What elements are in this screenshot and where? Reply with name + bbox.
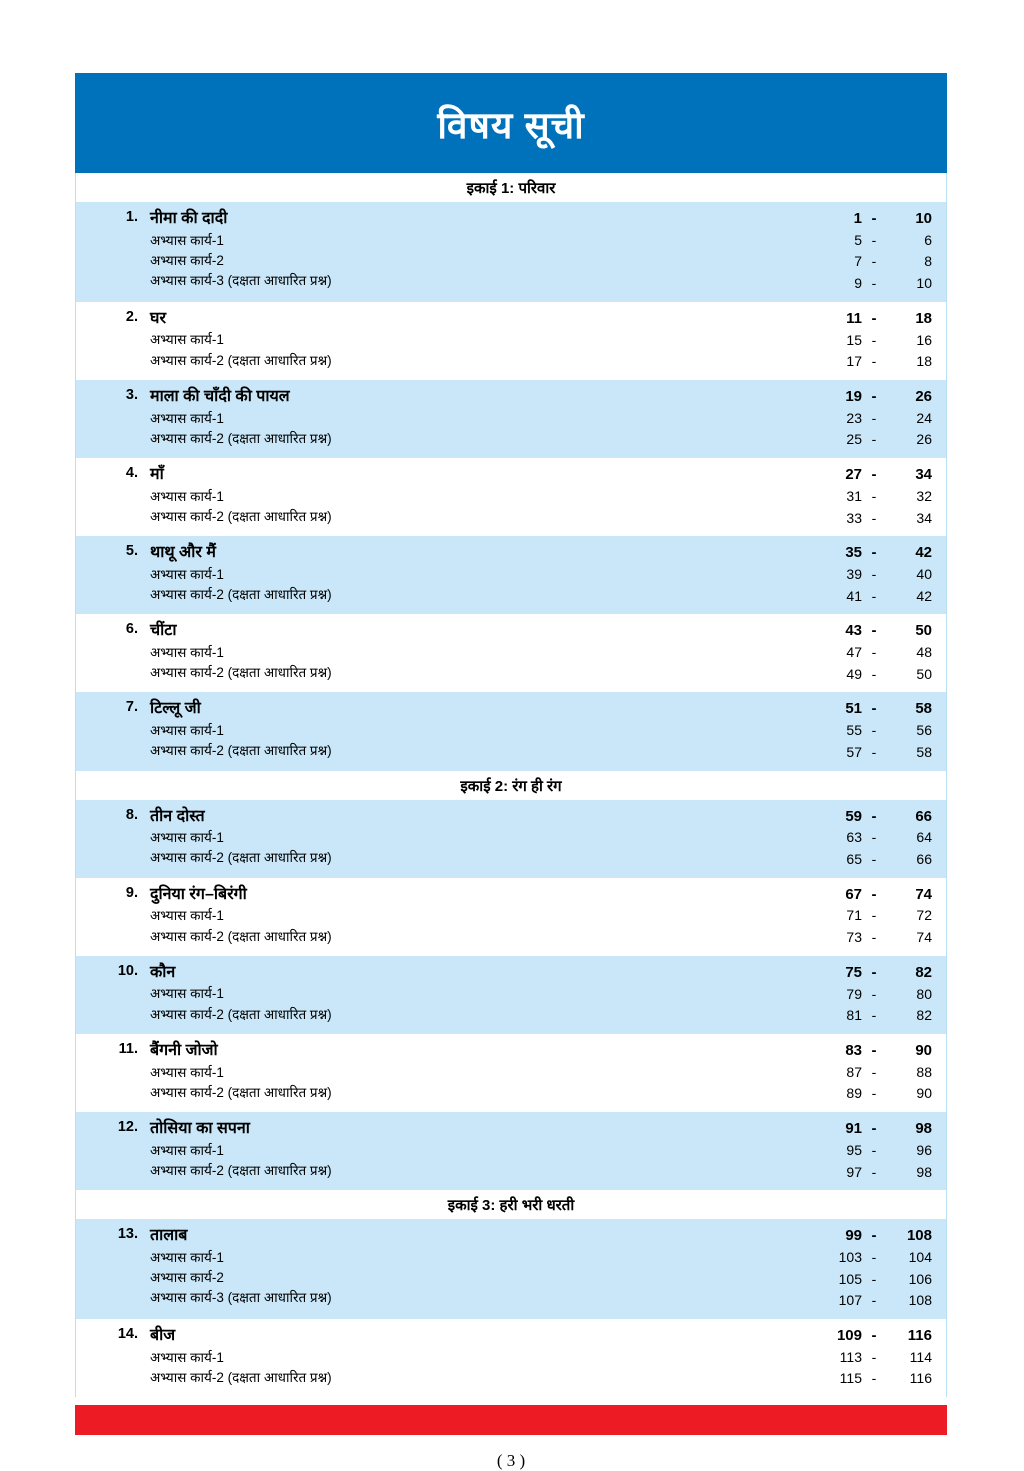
- page-range-column: [772, 1325, 946, 1390]
- chapter-body: [150, 620, 772, 683]
- chapter-number: 4.: [125, 465, 138, 482]
- page-from: 79: [846, 985, 862, 1002]
- page-range-column: [772, 1040, 946, 1105]
- page-range-dash: -: [871, 1120, 877, 1138]
- page-range-dash: -: [871, 1041, 877, 1059]
- page-range-dash: -: [871, 1141, 877, 1158]
- table-row[interactable]: [76, 956, 946, 1034]
- chapter-title[interactable]: टिल्लू जी: [150, 700, 201, 718]
- exercise-label: अभ्यास कार्य-2 (दक्षता आधारित प्रश्न): [150, 1084, 332, 1100]
- page-range-dash: -: [871, 565, 877, 582]
- chapter-title[interactable]: माँ: [150, 466, 164, 484]
- page-range-dash: -: [871, 851, 877, 867]
- page-range-column: [772, 620, 946, 685]
- exercise-page-range: [772, 642, 932, 664]
- page-to: 58: [916, 743, 932, 760]
- page-to: 16: [916, 331, 932, 348]
- page-from: 43: [845, 622, 862, 640]
- exercise-page-range: [772, 1347, 932, 1369]
- page-from: 103: [838, 1248, 862, 1265]
- page-from: 17: [846, 353, 862, 370]
- table-row[interactable]: [76, 1034, 946, 1112]
- page-from: 51: [845, 700, 862, 718]
- page-to: 96: [916, 1141, 932, 1158]
- exercise-label: अभ्यास कार्य-3 (दक्षता आधारित प्रश्न): [150, 1290, 332, 1306]
- toc-page: [75, 73, 947, 1471]
- chapter-number: 9.: [125, 884, 138, 901]
- table-row[interactable]: [76, 1219, 946, 1319]
- page-from: 63: [846, 829, 862, 846]
- page-to: 74: [916, 929, 932, 946]
- page-from: 55: [846, 722, 862, 739]
- exercise-page-range: [772, 827, 932, 849]
- page-from: 31: [846, 487, 862, 504]
- exercise-page-range: [772, 1247, 932, 1269]
- page-range-dash: -: [871, 929, 877, 946]
- page-range-column: [772, 962, 946, 1027]
- chapter-page-range: [772, 308, 932, 330]
- page-range-dash: -: [871, 1007, 877, 1024]
- page-range-dash: -: [871, 985, 877, 1002]
- exercise-label: अभ्यास कार्य-1: [150, 488, 224, 504]
- unit-heading: इकाई 3: हरी भरी धरती: [76, 1190, 946, 1219]
- chapter-title[interactable]: बीज: [150, 1327, 176, 1344]
- page-title-banner: [75, 73, 947, 173]
- page-to: 42: [915, 544, 932, 562]
- chapter-number: 3.: [125, 386, 138, 403]
- page-range-dash: -: [871, 665, 877, 682]
- page-from: 9: [854, 275, 862, 292]
- exercise-label: अभ्यास कार्य-2 (दक्षता आधारित प्रश्न): [150, 1006, 332, 1022]
- exercise-label: अभ्यास कार्य-1: [150, 1349, 224, 1365]
- page-from: 39: [846, 565, 862, 582]
- page-from: 75: [845, 963, 862, 981]
- exercise-label: अभ्यास कार्य-1: [150, 830, 224, 846]
- exercise-page-range: [772, 720, 932, 742]
- page-to: 64: [916, 829, 932, 846]
- page-to: 98: [915, 1120, 932, 1138]
- exercise-page-range: [772, 664, 932, 686]
- exercise-label: अभ्यास कार्य-1: [150, 232, 224, 248]
- exercise-page-range: [772, 1368, 932, 1390]
- page-range-dash: -: [871, 1227, 877, 1245]
- page-to: 10: [916, 275, 932, 292]
- exercise-page-range: [772, 1062, 932, 1084]
- page-to: 114: [909, 1348, 932, 1365]
- exercise-page-range: [772, 742, 932, 764]
- page-range-dash: -: [871, 644, 877, 661]
- exercise-label: अभ्यास कार्य-2 (दक्षता आधारित प्रश्न): [150, 743, 332, 759]
- exercise-page-range: [772, 1269, 932, 1291]
- page-from: 67: [845, 885, 862, 903]
- page-range-dash: -: [871, 409, 877, 426]
- exercise-label: अभ्यास कार्य-1: [150, 1249, 224, 1265]
- chapter-body: [150, 962, 772, 1025]
- chapter-title[interactable]: कौन: [150, 963, 176, 981]
- chapter-page-range: [772, 1118, 932, 1140]
- page-to: 48: [916, 644, 932, 661]
- page-from: 41: [846, 587, 862, 604]
- page-range-column: [772, 884, 946, 949]
- footer-bar: [75, 1405, 947, 1435]
- exercise-label: अभ्यास कार्य-2 (दक्षता आधारित प्रश्न): [150, 1162, 332, 1178]
- page-range-column: [772, 308, 946, 373]
- chapter-body: [150, 1040, 772, 1103]
- page-range-dash: -: [871, 1327, 877, 1344]
- exercise-label: अभ्यास कार्य-2 (दक्षता आधारित प्रश्न): [150, 665, 332, 681]
- page-from: 83: [845, 1041, 862, 1059]
- unit-heading: इकाई 2: रंग ही रंग: [76, 771, 946, 800]
- page-range-dash: -: [871, 807, 877, 825]
- page-from: 87: [846, 1063, 862, 1080]
- page-from: 105: [838, 1270, 862, 1287]
- page-to: 98: [916, 1163, 932, 1180]
- exercise-label: अभ्यास कार्य-1: [150, 332, 224, 348]
- chapter-number: 7.: [125, 699, 138, 716]
- page-to: 74: [915, 885, 932, 903]
- chapter-page-range: [772, 386, 932, 408]
- footer-page-number: [75, 1435, 947, 1471]
- page-from: 73: [846, 929, 862, 946]
- page-to: 8: [924, 253, 932, 270]
- exercise-label: अभ्यास कार्य-2 (दक्षता आधारित प्रश्न): [150, 352, 332, 368]
- exercise-label: अभ्यास कार्य-1: [150, 1142, 224, 1158]
- exercise-page-range: [772, 564, 932, 586]
- page-range-dash: -: [871, 487, 877, 504]
- exercise-page-range: [772, 905, 932, 927]
- page-from: 33: [846, 509, 862, 526]
- page-to: 40: [916, 565, 932, 582]
- exercise-label: अभ्यास कार्य-2 (दक्षता आधारित प्रश्न): [150, 430, 332, 446]
- page-range-dash: -: [871, 743, 877, 760]
- exercise-page-range: [772, 927, 932, 949]
- chapter-page-range: [772, 208, 932, 230]
- chapter-number: 6.: [125, 621, 138, 638]
- page-range-dash: -: [871, 466, 877, 484]
- page-range-dash: -: [871, 622, 877, 640]
- chapter-page-range: [772, 1040, 932, 1062]
- exercise-page-range: [772, 984, 932, 1006]
- page-range-column: [772, 386, 946, 451]
- page-to: 18: [916, 353, 932, 370]
- chapter-title[interactable]: बैंगनी जोजो: [150, 1041, 218, 1059]
- page-from: 115: [839, 1370, 862, 1387]
- page-to: 42: [916, 587, 932, 604]
- exercise-label: अभ्यास कार्य-2: [150, 252, 224, 268]
- chapter-body: [150, 1225, 772, 1308]
- table-row[interactable]: [76, 878, 946, 956]
- exercise-label: अभ्यास कार्य-1: [150, 1064, 224, 1080]
- page-range-dash: -: [871, 1085, 877, 1102]
- chapter-page-range: [772, 620, 932, 642]
- chapter-page-range: [772, 1325, 932, 1347]
- page-from: 25: [846, 431, 862, 448]
- page-to: 56: [916, 722, 932, 739]
- chapter-body: [150, 208, 772, 291]
- chapter-page-range: [772, 464, 932, 486]
- page-from: 91: [845, 1120, 862, 1138]
- page-range-dash: -: [871, 722, 877, 739]
- chapter-page-range: [772, 884, 932, 906]
- chapter-page-range: [772, 542, 932, 564]
- page-from: 7: [854, 253, 862, 270]
- exercise-page-range: [772, 849, 932, 871]
- page-from: 35: [845, 544, 862, 562]
- chapter-title[interactable]: घर: [150, 309, 167, 327]
- exercise-page-range: [772, 1005, 932, 1027]
- page-from: 81: [846, 1007, 862, 1024]
- page-range-column: [772, 464, 946, 529]
- page-to: 116: [909, 1370, 932, 1387]
- page-to: 104: [908, 1248, 932, 1265]
- page-from: 89: [846, 1085, 862, 1102]
- chapter-page-range: [772, 962, 932, 984]
- page-to: 88: [916, 1063, 932, 1080]
- exercise-label: अभ्यास कार्य-1: [150, 986, 224, 1002]
- page-to: 26: [916, 431, 932, 448]
- page-range-column: [772, 1118, 946, 1183]
- page-range-dash: -: [871, 1370, 877, 1387]
- table-row[interactable]: [76, 202, 946, 302]
- page-to: 108: [906, 1227, 932, 1245]
- page-from: 27: [845, 466, 862, 484]
- chapter-number: 8.: [125, 806, 138, 823]
- table-row[interactable]: [76, 536, 946, 614]
- page-range-dash: -: [871, 1248, 877, 1265]
- exercise-page-range: [772, 1083, 932, 1105]
- page-range-dash: -: [871, 275, 877, 292]
- page-range-dash: -: [871, 1348, 877, 1365]
- page-range-dash: -: [871, 231, 877, 248]
- exercise-page-range: [772, 230, 932, 252]
- table-of-contents: [75, 173, 947, 1397]
- chapter-body: [150, 806, 772, 869]
- exercise-label: अभ्यास कार्य-2 (दक्षता आधारित प्रश्न): [150, 587, 332, 603]
- table-row[interactable]: [76, 1319, 946, 1397]
- chapter-body: [150, 698, 772, 761]
- exercise-label: अभ्यास कार्य-2 (दक्षता आधारित प्रश्न): [150, 928, 332, 944]
- exercise-label: अभ्यास कार्य-1: [150, 723, 224, 739]
- chapter-body: [150, 386, 772, 449]
- exercise-page-range: [772, 429, 932, 451]
- exercise-label: अभ्यास कार्य-2: [150, 1270, 224, 1286]
- exercise-page-range: [772, 408, 932, 430]
- page-to: 116: [907, 1327, 932, 1344]
- page-from: 19: [845, 387, 862, 405]
- table-row[interactable]: [76, 1112, 946, 1190]
- page-from: 49: [846, 665, 862, 682]
- page-range-dash: -: [871, 509, 877, 526]
- page-to: 82: [915, 963, 932, 981]
- page-to: 66: [916, 851, 932, 867]
- page-to: 50: [915, 622, 932, 640]
- table-row[interactable]: [76, 614, 946, 692]
- table-row[interactable]: [76, 458, 946, 536]
- chapter-title[interactable]: दुनिया रंग–बिरंगी: [150, 885, 247, 903]
- table-row[interactable]: [76, 692, 946, 770]
- chapter-number: 1.: [125, 209, 138, 225]
- page-range-dash: -: [871, 253, 877, 270]
- chapter-title[interactable]: तोसिया का सपना: [150, 1120, 250, 1138]
- exercise-page-range: [772, 1290, 932, 1312]
- page-range-dash: -: [871, 963, 877, 981]
- chapter-title[interactable]: चींटा: [150, 622, 177, 640]
- table-row[interactable]: [76, 302, 946, 380]
- page-to: 32: [916, 487, 932, 504]
- page-range-dash: -: [871, 700, 877, 718]
- chapter-title[interactable]: तीन दोस्त: [150, 807, 205, 825]
- exercise-label: अभ्यास कार्य-1: [150, 410, 224, 426]
- chapter-page-range: [772, 1225, 932, 1247]
- page-from: 5: [854, 231, 862, 248]
- page-range-column: [772, 1225, 946, 1312]
- exercise-label: अभ्यास कार्य-2 (दक्षता आधारित प्रश्न): [150, 508, 332, 524]
- page-range-column: [772, 208, 946, 295]
- chapter-body: [150, 464, 772, 527]
- exercise-page-range: [772, 1140, 932, 1162]
- page-from: 107: [838, 1292, 862, 1309]
- exercise-page-range: [772, 586, 932, 608]
- chapter-body: [150, 1325, 772, 1388]
- page-range-dash: -: [871, 1292, 877, 1309]
- page-range-dash: -: [871, 885, 877, 903]
- table-row[interactable]: [76, 380, 946, 458]
- chapter-number: 2.: [125, 308, 138, 325]
- page-to: 34: [916, 509, 932, 526]
- chapter-body: [150, 542, 772, 605]
- page-from: 95: [846, 1141, 862, 1158]
- page-range-dash: -: [871, 210, 877, 227]
- chapter-number: 13.: [117, 1226, 138, 1243]
- page-range-dash: -: [871, 829, 877, 846]
- page-range-dash: -: [871, 907, 877, 924]
- exercise-label: अभ्यास कार्य-3 (दक्षता आधारित प्रश्न): [150, 273, 332, 289]
- page-range-dash: -: [871, 1163, 877, 1180]
- chapter-body: [150, 308, 772, 371]
- page-from: 99: [845, 1227, 862, 1245]
- page-to: 108: [908, 1292, 932, 1309]
- exercise-page-range: [772, 330, 932, 352]
- page-from: 59: [845, 807, 862, 825]
- page-range-dash: -: [871, 309, 877, 327]
- exercise-page-range: [772, 1162, 932, 1184]
- page-range-dash: -: [871, 1063, 877, 1080]
- page-to: 72: [916, 907, 932, 924]
- page-range-dash: -: [871, 431, 877, 448]
- page-from: 47: [846, 644, 862, 661]
- page-from: 1: [853, 210, 862, 227]
- chapter-number: 14.: [117, 1326, 138, 1342]
- page-range-dash: -: [871, 544, 877, 562]
- page-to: 10: [915, 210, 932, 227]
- page-to: 80: [916, 985, 932, 1002]
- page-range-column: [772, 542, 946, 607]
- page-to: 24: [916, 409, 932, 426]
- page-from: 15: [846, 331, 862, 348]
- unit-heading: इकाई 1: परिवार: [76, 173, 946, 202]
- page-range-column: [772, 806, 946, 871]
- exercise-page-range: [772, 508, 932, 530]
- page-to: 58: [915, 700, 932, 718]
- page-from: 65: [846, 851, 862, 867]
- page-to: 90: [915, 1041, 932, 1059]
- page-from: 11: [846, 309, 862, 327]
- chapter-body: [150, 1118, 772, 1181]
- page-from: 71: [846, 907, 862, 924]
- page-to: 82: [916, 1007, 932, 1024]
- chapter-title[interactable]: थाथू और मैं: [150, 544, 216, 562]
- page-to: 90: [916, 1085, 932, 1102]
- page-range-dash: -: [871, 331, 877, 348]
- chapter-title[interactable]: नीमा की दादी: [150, 210, 228, 227]
- chapter-number: 5.: [125, 543, 138, 560]
- exercise-label: अभ्यास कार्य-1: [150, 908, 224, 924]
- chapter-body: [150, 884, 772, 947]
- page-from: 113: [839, 1348, 862, 1365]
- page-from: 57: [846, 743, 862, 760]
- page-range-dash: -: [871, 387, 877, 405]
- table-row[interactable]: [76, 800, 946, 878]
- chapter-page-range: [772, 806, 932, 828]
- exercise-label: अभ्यास कार्य-1: [150, 566, 224, 582]
- page-range-dash: -: [871, 353, 877, 370]
- page-to: 66: [915, 807, 932, 825]
- page-to: 106: [908, 1270, 932, 1287]
- page-from: 109: [836, 1327, 862, 1344]
- exercise-label: अभ्यास कार्य-1: [150, 644, 224, 660]
- page-to: 26: [915, 387, 932, 405]
- chapter-number: 12.: [117, 1119, 138, 1136]
- footer-page-number-text: ( 3 ): [496, 1451, 526, 1471]
- chapter-title[interactable]: माला की चाँदी की पायल: [150, 387, 290, 405]
- exercise-page-range: [772, 273, 932, 295]
- page-range-dash: -: [871, 587, 877, 604]
- chapter-page-range: [772, 698, 932, 720]
- exercise-page-range: [772, 351, 932, 373]
- page-to: 18: [915, 309, 932, 327]
- page-title: विषय सूची: [437, 104, 585, 146]
- page-to: 50: [916, 665, 932, 682]
- exercise-page-range: [772, 251, 932, 273]
- chapter-number: 10.: [117, 962, 138, 979]
- page-range-column: [772, 698, 946, 763]
- chapter-title[interactable]: तालाब: [150, 1227, 188, 1245]
- page-from: 97: [846, 1163, 862, 1180]
- exercise-page-range: [772, 486, 932, 508]
- page-to: 6: [924, 231, 932, 248]
- page-range-dash: -: [871, 1270, 877, 1287]
- page-to: 34: [915, 466, 932, 484]
- exercise-label: अभ्यास कार्य-2 (दक्षता आधारित प्रश्न): [150, 850, 332, 866]
- page-from: 23: [846, 409, 862, 426]
- exercise-label: अभ्यास कार्य-2 (दक्षता आधारित प्रश्न): [150, 1369, 332, 1385]
- chapter-number: 11.: [118, 1040, 138, 1057]
